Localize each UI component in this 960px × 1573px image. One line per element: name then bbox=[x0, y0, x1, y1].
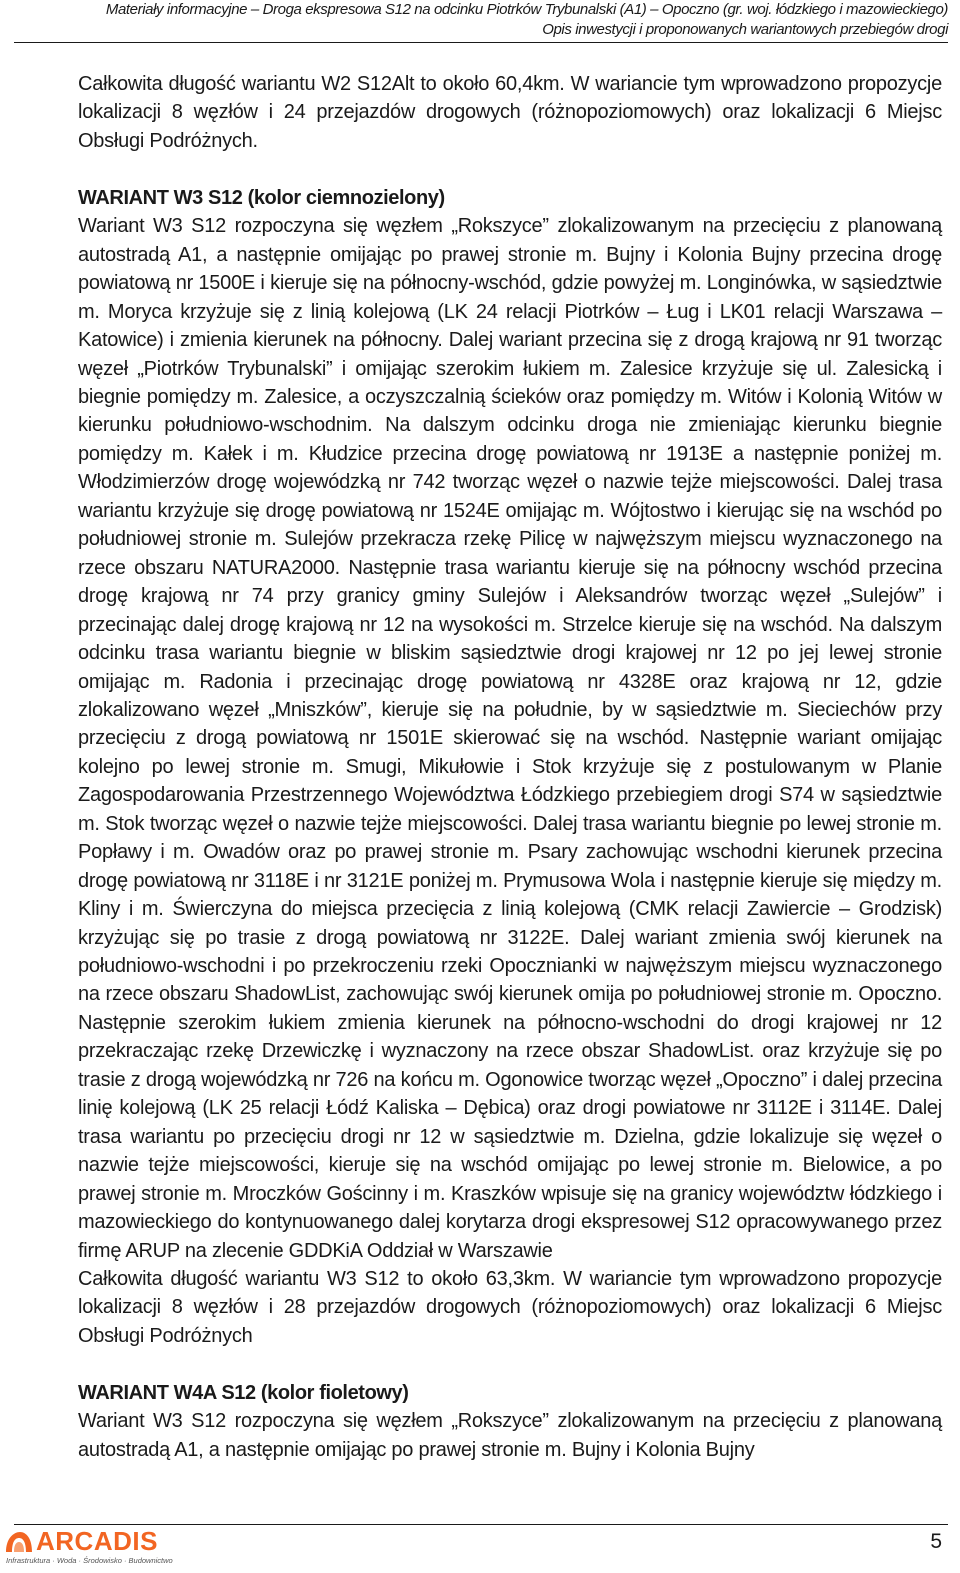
header-title: Materiały informacyjne – Droga ekspresowa S12 na odcinku Piotrków Trybunalski (A1) – Opoczno (gr. woj. łódzkiego i mazowieckiego) bbox=[105, 1, 948, 18]
arcadis-logo bbox=[4, 1526, 173, 1570]
arcadis-logo-icon bbox=[4, 1530, 34, 1554]
document-body bbox=[78, 70, 942, 1464]
paragraph-w3-description: Wariant W3 S12 rozpoczyna się węzłem „Rokszyce” zlokalizowanym na przecięciu z planowaną autostradą A1, a następnie omijając po prawej stronie m. Bujny i Kolonia Bujny przecina drogę powiatową nr 1500E i kieruje się na północny-wschód, gdzie powyżej m. Longinówka, w sąsiedztwie m. Moryca krzyżuje się z linią kolejową (LK 24 relacji Piotrków – Ług i LK01 relacji Warszawa – Katowice) i zmienia kierunek na północny. Dalej wariant przecina się z drogą krajową nr 91 tworząc węzeł „Piotrków Trybunalski” i omijając szerokim łukiem m. Zalesice krzyżuje się ul. Zalesicką i biegnie pomiędzy m. Zalesice, a oczyszczalnią ścieków oraz pomiędzy m. Witów i Kolonią Witów w kierunku południowo-wschodnim. Na dalszym odcinku droga nie zmieniając kierunku biegnie pomiędzy m. Kałek i m. Kłudzice przecina drogę powiatową nr 1913E a następnie poniżej m. Włodzimierzów drogę wojewódzką nr 742 tworząc węzeł o nazwie tejże miejscowości. Dalej trasa wariantu krzyżuje się drogę powiatową nr 1524E omijając m. Wójtostwo i kierując się na wschód po południowej stronie m. Sulejów przekracza rzekę Pilicę w najwęższym miejscu wyznaczonego na rzece obszaru NATURA2000. Następnie trasa wariantu kieruje się na północny wschód przecina drogę krajową nr 74 przy granicy gminy Sulejów i Aleksandrów tworząc węzeł „Sulejów” i przecinając dalej drogę krajową nr 12 na wysokości m. Strzelce kieruje się na wschód. Na dalszym odcinku trasa wariantu biegnie w bliskim sąsiedztwie drogi krajowej nr 12 po jej lewej stronie omijając m. Radonia i przecinając drogę powiatową nr 4328E oraz krajową nr 12, gdzie zlokalizowano węzeł „Mniszków”, kieruje się na południe, by w sąsiedztwie m. Sieciechów przy przecięciu z drogą powiatową nr 1501E skierować się na wschód. Następnie wariant omijając kolejno po lewej stronie m. Smugi, Mikułowie i Stok krzyżuje się z postulowanym w Planie Zagospodarowania Przestrzennego Województwa Łódzkiego przebiegiem drogi S74 w sąsiedztwie m. Stok tworząc węzeł o nazwie tejże miejscowości. Dalej trasa wariantu biegnie po lewej stronie m. Popławy i m. Owadów oraz po prawej stronie m. Psary zachowując wschodni kierunek przecina drogę powiatową nr 3118E i nr 3121E poniżej m. Prymusowa Wola i następnie kieruje się między m. Kliny i m. Świerczyna do miejsca przecięcia z linią kolejową (CMK relacji Zawiercie – Grodzisk) krzyżując się po trasie z drogą powiatową nr 3122E. Dalej wariant zmienia swój kierunek na południowo-wschodni i po przekroczeniu rzeki Opocznianki w najwęższym miejscu wyznaczonego na rzece obszaru ShadowList, zachowując swój kierunek omija po południowej stronie m. Opoczno. Następnie szerokim łukiem zmienia kierunek na północno-wschodni do drogi krajowej nr 12 przekraczając rzekę Drzewiczkę i wyznaczony na rzece obszar ShadowList. oraz krzyżuje się po trasie z drogą wojewódzką nr 726 na końcu m. Ogonowice tworząc węzeł „Opoczno” i dalej przecina linię kolejową (LK 25 relacji Łódź Kaliska – Dębica) oraz drogi powiatowe nr 3112E i 3114E. Dalej trasa wariantu po przecięciu drogi nr 12 w sąsiedztwie m. Dzielna, gdzie lokalizuje się węzeł o nazwie tejże miejscowości, kieruje się na wschód omijając po lewej stronie m. Bielowice, a po prawej stronie m. Mroczków Gościnny i m. Kraszków wpisuje się na granicy województw łódzkiego i mazowieckiego do kontynuowanego dalej korytarza drogi ekspresowej S12 opracowywanego przez firmę ARUP na zlecenie GDDKiA Oddział w Warszawie bbox=[78, 215, 942, 1262]
footer-divider bbox=[14, 1524, 948, 1525]
paragraph-w2-summary: Całkowita długość wariantu W2 S12Alt to około 60,4km. W wariancie tym wprowadzono propozycje lokalizacji 8 węzłów i 24 przejazdów drogowych (różnopoziomowych) oraz lokalizacji 6 Miejsc Obsługi Podróżnych. bbox=[78, 73, 942, 152]
paragraph-w3-summary: Całkowita długość wariantu W3 S12 to około 63,3km. W wariancie tym wprowadzono propozycje lokalizacji 8 węzłów i 28 przejazdów drogowych (różnopoziomowych) oraz lokalizacji 6 Miejsc Obsługi Podróżnych bbox=[78, 1268, 942, 1347]
section-heading-w3: WARIANT W3 S12 (kolor ciemnozielony) bbox=[78, 186, 445, 209]
running-header bbox=[0, 0, 960, 44]
paragraph-spacer bbox=[78, 1350, 942, 1378]
header-subtitle: Opis inwestycji i proponowanych wariantowych przebiegów drogi bbox=[542, 21, 948, 38]
logo-wordmark: ARCADIS bbox=[36, 1526, 158, 1556]
page-number: 5 bbox=[930, 1530, 942, 1553]
paragraph-w4a-description: Wariant W3 S12 rozpoczyna się węzłem „Rokszyce” zlokalizowanym na przecięciu z planowaną autostradą A1, a następnie omijając po prawej stronie m. Bujny i Kolonia Bujny bbox=[78, 1410, 942, 1461]
section-heading-w4a: WARIANT W4A S12 (kolor fioletowy) bbox=[78, 1381, 409, 1404]
paragraph-spacer bbox=[78, 155, 942, 183]
header-divider bbox=[14, 42, 948, 43]
logo-tagline: Infrastruktura · Woda · Środowisko · Budownictwo bbox=[6, 1556, 173, 1565]
